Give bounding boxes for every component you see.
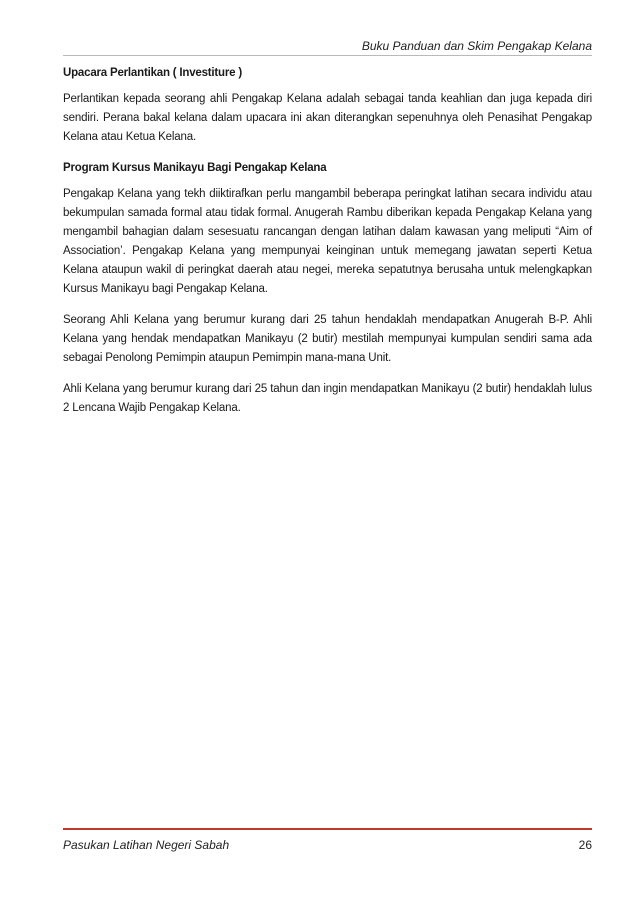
footer-organization: Pasukan Latihan Negeri Sabah: [63, 838, 230, 852]
header-divider: [63, 55, 592, 56]
paragraph-course-1: Pengakap Kelana yang tekh diiktirafkan perlu mangambil beberapa peringkat latihan secara individu atau bekumpulan samada formal atau tidak formal. Anugerah Rambu diberikan kepada Pengakap Kelana yang mengambil bahagian dalam sesesuatu rancangan dengan latihan dalam kawasan yang meliputi “Aim of Association’. Pengakap Kelana yang mempunyai keinginan untuk memegang jawatan seperti Ketua Kelana ataupun wakil di peringkat daerah atau negei, mereka sepatutnya berusaha untuk melengkapkan Kursus Manikayu bagi Pengakap Kelana.: [63, 188, 592, 295]
paragraph-course-2: Seorang Ahli Kelana yang berumur kurang dari 25 tahun hendaklah mendapatkan Anugerah B-P. Ahli Kelana yang hendak mendapatkan Manikayu (2 butir) mestilah mempunyai kumpulan sendiri sama ada sebagai Penolong Pemimpin ataupun Pemimpin mana-mana Unit.: [63, 314, 592, 364]
paragraph-course-3: Ahli Kelana yang berumur kurang dari 25 tahun dan ingin mendapatkan Manikayu (2 butir) hendaklah lulus 2 Lencana Wajib Pengakap Kelana.: [63, 383, 592, 414]
page-number: 26: [578, 838, 592, 852]
page-body: [63, 66, 592, 418]
section-heading-investiture: Upacara Perlantikan ( Investiture ): [63, 67, 242, 79]
section-heading-course: Program Kursus Manikayu Bagi Pengakap Kelana: [63, 162, 327, 174]
paragraph-investiture: Perlantikan kepada seorang ahli Pengakap Kelana adalah sebagai tanda keahlian dan juga kepada diri sendiri. Perana bakal kelana dalam upacara ini akan diterangkan sepenuhnya oleh Penasihat Pengakap Kelana atau Ketua Kelana.: [63, 93, 592, 143]
running-header: Buku Panduan dan Skim Pengakap Kelana: [361, 39, 592, 53]
footer-divider: [63, 828, 592, 830]
